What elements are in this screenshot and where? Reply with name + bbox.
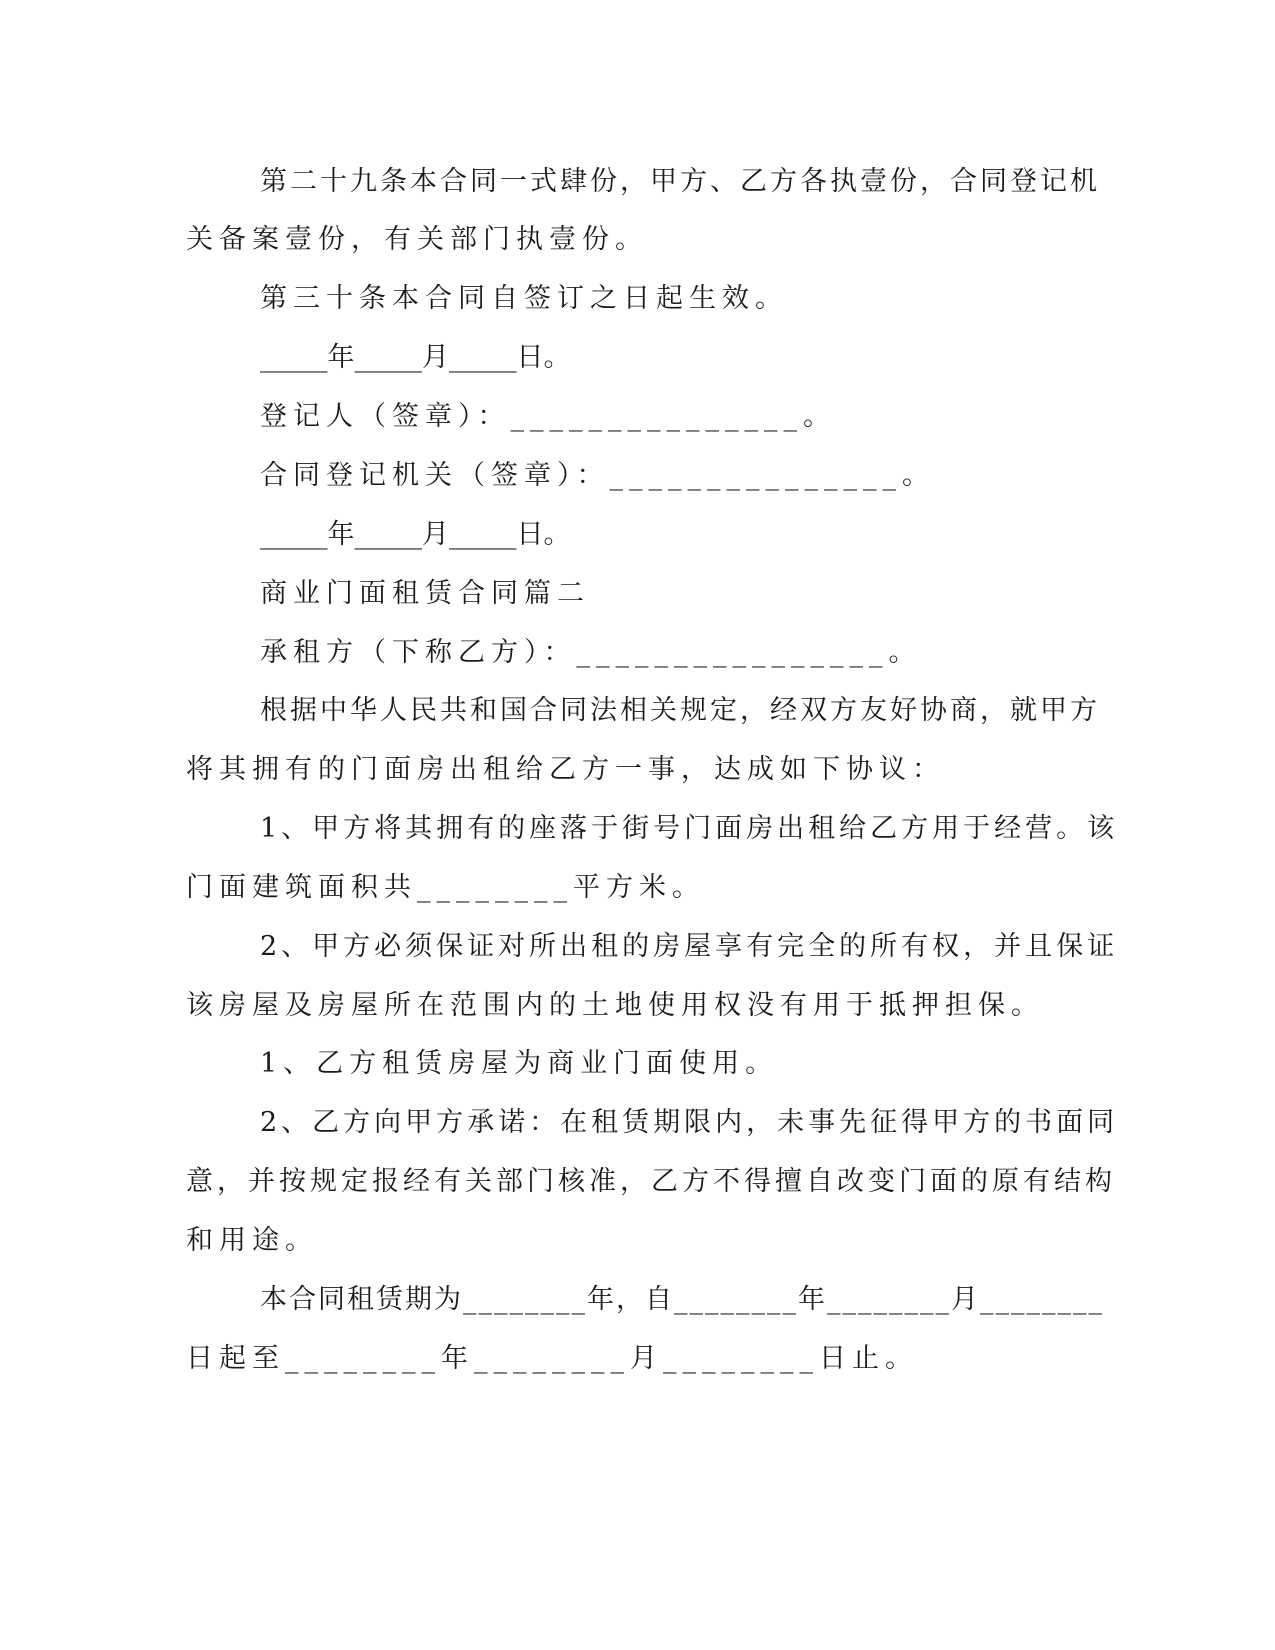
item-2-line-1: 2、甲方必须保证对所出租的房屋享有完全的所有权，并且保证 bbox=[260, 931, 1119, 962]
lessee-item-1: 1、乙方租赁房屋为商业门面使用。 bbox=[260, 1048, 779, 1079]
date-line-1: _____年_____月_____日。 bbox=[260, 342, 571, 373]
lessee-line: 承租方（下称乙方）：________________。 bbox=[260, 637, 922, 668]
registration-authority-signature-line: 合同登记机关（签章）：_______________。 bbox=[260, 460, 935, 491]
lease-term-line-1: 本合同租赁期为________年，自________年________月________ bbox=[260, 1284, 1104, 1315]
preamble-line-1: 根据中华人民共和国合同法相关规定，经双方友好协商，就甲方 bbox=[260, 695, 1100, 726]
lease-term-line-2: 日起至________年________月________日止。 bbox=[186, 1343, 918, 1374]
lessee-item-2-line-2: 意，并按规定报经有关部门核准，乙方不得擅自改变门面的原有结构 bbox=[186, 1166, 1116, 1197]
item-1-line-1: 1、甲方将其拥有的座落于街号门面房出租给乙方用于经营。该 bbox=[260, 813, 1119, 844]
lessee-item-2-line-1: 2、乙方向甲方承诺：在租赁期限内，未事先征得甲方的书面同 bbox=[260, 1107, 1119, 1138]
clause-29-line-1: 第二十九条本合同一式肆份，甲方、乙方各执壹份，合同登记机 bbox=[260, 166, 1100, 197]
item-1-line-2: 门面建筑面积共________平方米。 bbox=[186, 872, 705, 903]
lessee-item-2-line-3: 和用途。 bbox=[186, 1225, 318, 1256]
registrar-signature-line: 登记人（签章）：_______________。 bbox=[260, 401, 836, 432]
item-2-line-2: 该房屋及房屋所在范围内的土地使用权没有用于抵押担保。 bbox=[186, 990, 1044, 1021]
clause-29-line-2: 关备案壹份，有关部门执壹份。 bbox=[186, 224, 648, 255]
clause-30: 第三十条本合同自签订之日起生效。 bbox=[260, 283, 788, 314]
preamble-line-2: 将其拥有的门面房出租给乙方一事，达成如下协议： bbox=[186, 754, 945, 785]
section-heading: 商业门面租赁合同篇二 bbox=[260, 578, 590, 609]
date-line-2: _____年_____月_____日。 bbox=[260, 519, 571, 550]
